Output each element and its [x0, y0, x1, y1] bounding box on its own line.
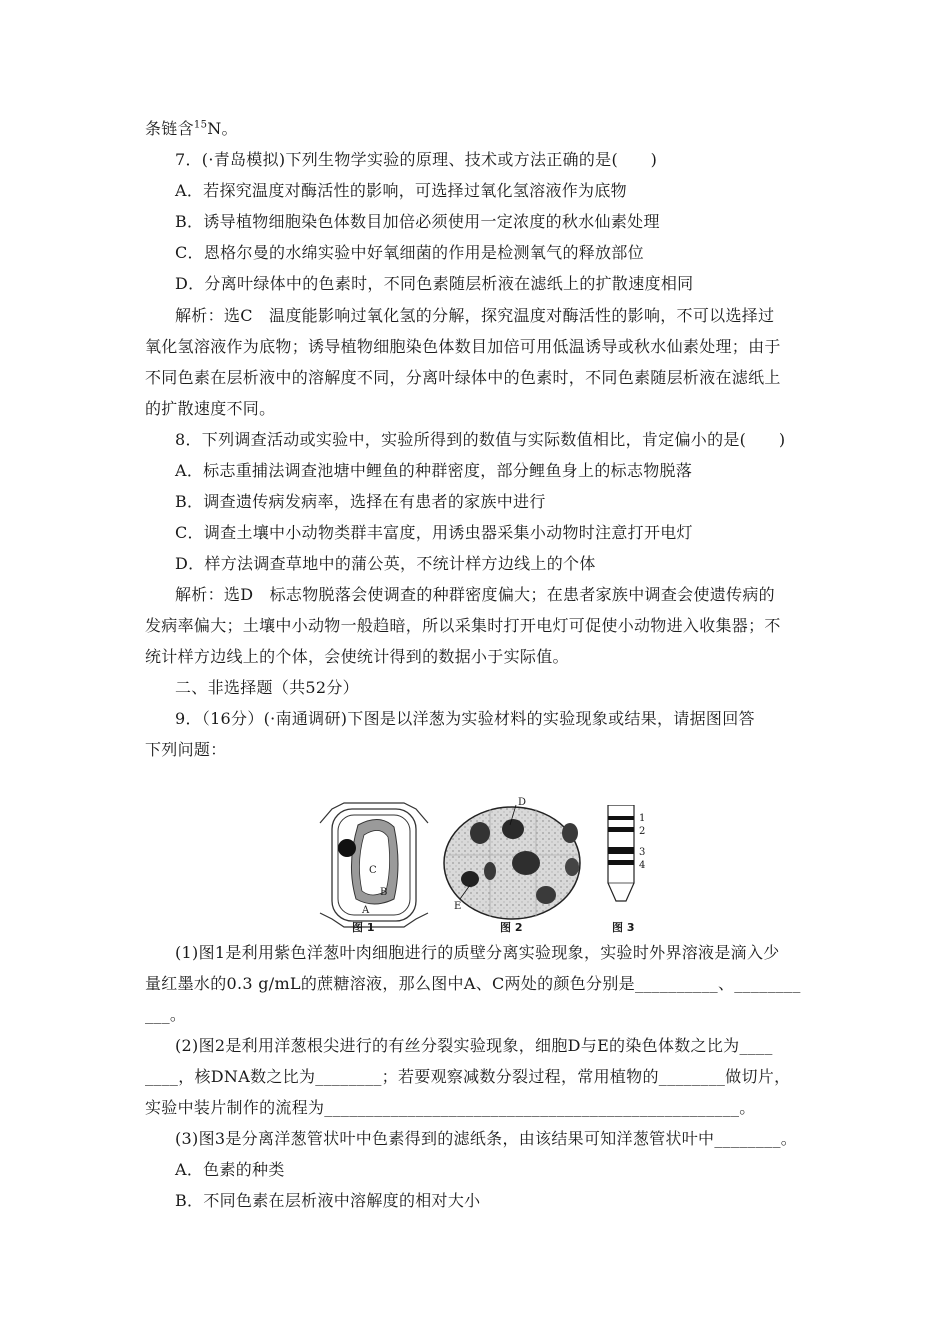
analysis-line: 发病率偏大；土壤中小动物一般趋暗，所以采集时打开电灯可促使小动物进入收集器；不: [145, 616, 781, 635]
band-label-4: 4: [639, 860, 646, 871]
figure-3-filter-strip: [606, 805, 636, 917]
onion-experiment-figure: [318, 795, 658, 935]
option-a: A．若探究温度对酶活性的影响，可选择过氧化氢溶液作为底物: [175, 181, 627, 200]
option-d: D．分离叶绿体中的色素时，不同色素随层析液在滤纸上的扩散速度相同: [175, 274, 694, 293]
figure-1-caption: 图 1: [352, 921, 375, 934]
section-heading: 二、非选择题（共52分）: [175, 678, 359, 697]
figure-2-caption: 图 2: [500, 921, 523, 934]
analysis-line: 统计样方边线上的个体，会使统计得到的数据小于实际值。: [145, 647, 569, 666]
question-9-part-2: ____，核DNA数之比为________；若要观察减数分裂过程，常用植物的________做切片，: [145, 1067, 791, 1086]
analysis-line: 解析：选D 标志物脱落会使调查的种群密度偏大；在患者家族中调查会使遗传病的: [175, 585, 775, 604]
figure-2-micrograph: [440, 795, 590, 923]
question-9-part-2: 实验中装片制作的流程为__________________________________________________。: [145, 1098, 756, 1117]
option-b: B．诱导植物细胞染色体数目加倍必须使用一定浓度的秋水仙素处理: [175, 212, 660, 231]
label-a: A: [362, 905, 370, 916]
label-c: C: [369, 865, 377, 876]
label-d: D: [518, 797, 527, 808]
question-9-part-1: (1)图1是利用紫色洋葱叶肉细胞进行的质壁分离实验现象，实验时外界溶液是滴入少: [175, 943, 780, 962]
option-b: B．不同色素在层析液中溶解度的相对大小: [175, 1191, 481, 1210]
option-b: B．调查遗传病发病率，选择在有患者的家族中进行: [175, 492, 546, 511]
question-9-part-3: (3)图3是分离洋葱管状叶中色素得到的滤纸条，由该结果可知洋葱管状叶中________。: [175, 1129, 798, 1148]
question-7-stem: 7．(·青岛模拟)下列生物学实验的原理、技术或方法正确的是( ): [175, 150, 658, 169]
option-a: A．色素的种类: [175, 1160, 285, 1179]
question-9-part-2: (2)图2是利用洋葱根尖进行的有丝分裂实验现象，细胞D与E的染色体数之比为____: [175, 1036, 773, 1055]
question-9-stem: 下列问题：: [145, 740, 227, 759]
question-9-stem: 9．（16分）(·南通调研)下图是以洋葱为实验材料的实验现象或结果，请据图回答: [175, 709, 755, 728]
analysis-line: 不同色素在层析液中的溶解度不同，分离叶绿体中的色素时，不同色素随层析液在滤纸上: [145, 368, 781, 387]
analysis-line: 解析：选C 温度能影响过氧化氢的分解，探究温度对酶活性的影响，不可以选择过: [175, 306, 775, 325]
option-c: C．调查土壤中小动物类群丰富度，用诱虫器采集小动物时注意打开电灯: [175, 523, 693, 542]
option-d: D．样方法调查草地中的蒲公英，不统计样方边线上的个体: [175, 554, 596, 573]
label-b: B: [380, 887, 388, 898]
text-line: 条链含$^{15}$N。: [145, 119, 238, 138]
figure-3-caption: 图 3: [612, 921, 635, 934]
analysis-line: 的扩散速度不同。: [145, 399, 276, 418]
question-8-stem: 8．下列调查活动或实验中，实验所得到的数值与实际数值相比，肯定偏小的是( ): [175, 430, 786, 449]
band-label-3: 3: [639, 847, 646, 858]
band-label-1: 1: [639, 813, 646, 824]
analysis-line: 氧化氢溶液作为底物；诱导植物细胞染色体数目加倍可用低温诱导或秋水仙素处理；由于: [145, 337, 781, 356]
question-9-part-1: ___。: [145, 1005, 187, 1024]
question-9-part-1: 量红墨水的0.3 g/mL的蔗糖溶液，那么图中A、C两处的颜色分别是__________、________: [145, 974, 801, 993]
band-label-2: 2: [639, 826, 646, 837]
option-a: A．标志重捕法调查池塘中鲤鱼的种群密度，部分鲤鱼身上的标志物脱落: [175, 461, 693, 480]
label-e: E: [454, 901, 462, 912]
option-c: C．恩格尔曼的水绵实验中好氧细菌的作用是检测氧气的释放部位: [175, 243, 644, 262]
